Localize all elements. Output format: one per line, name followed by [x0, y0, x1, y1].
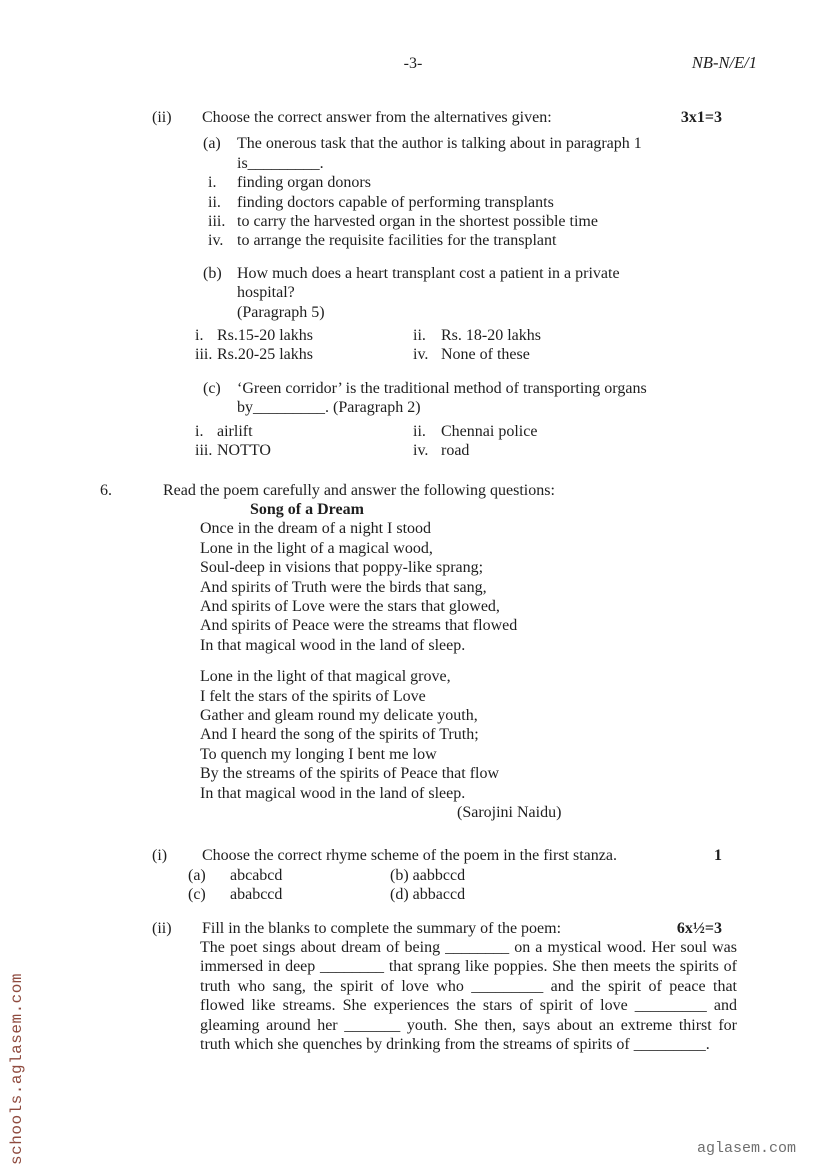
- question-label: (ii): [152, 109, 172, 126]
- sub-question-a: [203, 134, 826, 173]
- option-text: finding doctors capable of performing transplants: [237, 193, 554, 211]
- poem-line: By the streams of the spirits of Peace that flow: [200, 765, 500, 783]
- sub-question-line1: How much does a heart transplant cost a patient in a private hospital?: [237, 264, 620, 302]
- option-text: None of these: [441, 346, 530, 364]
- option-text: abcabcd: [230, 866, 283, 884]
- question-6ii-row: [0, 919, 826, 938]
- option-text: Rs.15-20 lakhs: [217, 327, 313, 345]
- question-number: 6.: [100, 481, 112, 499]
- sub-question-line1: The onerous task that the author is talking about in paragraph 1: [237, 135, 642, 153]
- poem-line: Once in the dream of a night I stood: [200, 520, 432, 538]
- question-6i-row: [0, 846, 826, 865]
- poem-title: Song of a Dream: [250, 500, 364, 518]
- sub-question-line2: (Paragraph 5): [237, 303, 325, 321]
- option-row: [195, 326, 826, 345]
- option-text: airlift: [217, 422, 253, 440]
- poem-summary-fill-blanks: The poet sings about dream of being ________ on a mystical wood. Her soul was immersed in deep ________ that sprang like poppies. She then meets the spirits of truth who sang, the spirit of love who _________ and the spirit of peace that flowed like streams. She experiences the stars of spirit of love _________ and gleaming around her _______ youth. She then, says about an extreme thirst for truth which she quenches by drinking from the streams of spirits of _________.: [200, 939, 737, 1054]
- poem-line: Soul-deep in visions that poppy-like sprang;: [200, 559, 484, 577]
- question-label: (i): [152, 847, 168, 865]
- paper-code: NB-N/E/1: [691, 53, 757, 72]
- option-numeral: ii.: [413, 422, 426, 440]
- poem-line: And spirits of Love were the stars that glowed,: [200, 597, 500, 615]
- poem-line: And I heard the song of the spirits of Truth;: [200, 726, 479, 744]
- question-label: (ii): [152, 919, 172, 937]
- sub-question-text: [237, 264, 677, 322]
- option-text: Rs.20-25 lakhs: [217, 346, 313, 364]
- poem-line: In that magical wood in the land of sleep.: [200, 636, 466, 654]
- marks-badge: 6x½=3: [676, 919, 722, 937]
- option-text: NOTTO: [217, 442, 271, 460]
- poem-line: And spirits of Truth were the birds that sang,: [200, 578, 487, 596]
- sub-question-text: [237, 134, 642, 173]
- option-text: road: [441, 442, 470, 460]
- option-text: to arrange the requisite facilities for the transplant: [237, 232, 557, 250]
- option-numeral: (a): [188, 866, 206, 884]
- option-row: [188, 885, 826, 904]
- poem-line: Lone in the light of a magical wood,: [200, 539, 433, 557]
- option-numeral: iii.: [208, 213, 226, 231]
- option-row: [195, 441, 826, 460]
- option-row: [208, 193, 826, 212]
- option-text: to carry the harvested organ in the shortest possible time: [237, 213, 598, 231]
- option-text: Chennai police: [441, 422, 538, 440]
- sub-question-label: (c): [203, 379, 221, 397]
- option-text: Rs. 18-20 lakhs: [441, 327, 541, 345]
- poem-line: Gather and gleam round my delicate youth,: [200, 706, 478, 724]
- option-text: finding organ donors: [237, 174, 371, 192]
- option-text: ababccd: [230, 886, 283, 904]
- option-numeral: iv.: [208, 232, 224, 250]
- option-numeral: iv.: [413, 346, 429, 364]
- option-row: [188, 866, 826, 885]
- question-text: Choose the correct rhyme scheme of the poem in the first stanza.: [202, 847, 617, 865]
- question-text: Choose the correct answer from the alternatives given:: [202, 109, 552, 126]
- option-numeral: i.: [195, 422, 204, 440]
- option-text: aabbccd: [412, 866, 466, 884]
- question-text: Fill in the blanks to complete the summary of the poem:: [202, 919, 562, 937]
- sub-question-b: [203, 264, 826, 322]
- poem-line: I felt the stars of the spirits of Love: [200, 687, 426, 705]
- page-content: [0, 108, 826, 1054]
- option-numeral: (d): [390, 886, 409, 904]
- option-row: [208, 231, 826, 250]
- option-numeral: iii.: [195, 442, 213, 460]
- sub-question-label: (a): [203, 135, 221, 153]
- option-row: [208, 173, 826, 192]
- option-row: [195, 345, 826, 364]
- sub-question-line2: by_________. (Paragraph 2): [237, 399, 421, 417]
- watermark-footer: aglasem.com: [696, 1139, 796, 1157]
- poem-line: Lone in the light of that magical grove,: [200, 668, 451, 686]
- sub-question-label: (b): [203, 264, 222, 282]
- option-numeral: iii.: [195, 346, 213, 364]
- question-5ii-row: [0, 108, 826, 127]
- sub-question-line1: ‘Green corridor’ is the traditional method of transporting organs: [237, 379, 647, 397]
- marks-badge: 1: [714, 847, 722, 865]
- option-row: [195, 422, 826, 441]
- sub-question-text: [237, 379, 647, 418]
- option-numeral: iv.: [413, 442, 429, 460]
- option-numeral: i.: [208, 174, 217, 192]
- option-text: abbaccd: [412, 886, 466, 904]
- poem-line: And spirits of Peace were the streams that flowed: [200, 617, 518, 635]
- question-6-row: [0, 481, 826, 500]
- poet-attribution: (Sarojini Naidu): [457, 804, 562, 821]
- option-numeral: ii.: [208, 193, 221, 211]
- option-numeral: (c): [188, 886, 206, 904]
- sub-question-c: [203, 379, 826, 418]
- poem-line: In that magical wood in the land of sleep.: [200, 784, 466, 802]
- option-numeral: (b): [390, 866, 409, 884]
- watermark-vertical: schools.aglasem.com: [8, 973, 26, 1165]
- option-numeral: ii.: [413, 327, 426, 345]
- sub-question-line2: is_________.: [237, 154, 324, 172]
- question-text: Read the poem carefully and answer the following questions:: [163, 481, 555, 499]
- option-numeral: i.: [195, 327, 204, 345]
- option-row: [208, 212, 826, 231]
- marks-badge: 3x1=3: [680, 109, 722, 126]
- poem-line: To quench my longing I bent me low: [200, 745, 437, 763]
- page-number: -3-: [403, 55, 423, 72]
